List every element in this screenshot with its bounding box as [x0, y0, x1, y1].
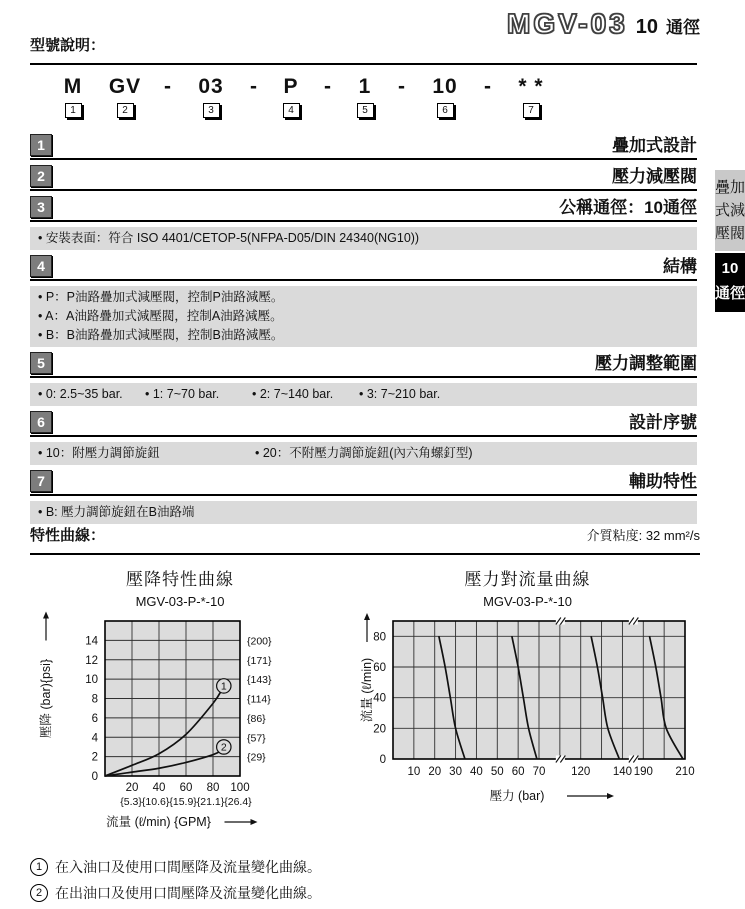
side-tab-category-label: 疊加式減壓閥	[715, 170, 745, 251]
chart-subtitle: MGV-03-P-*-10	[483, 594, 572, 609]
model-code-text: 03	[198, 75, 224, 98]
section-title: 壓力調整範圍	[595, 354, 697, 374]
svg-text:8: 8	[91, 693, 98, 706]
svg-text:{86}: {86}	[247, 712, 266, 725]
section-detail-line: • P：P油路疊加式減壓閥，控制P油路減壓。	[38, 290, 284, 304]
model-section-heading: 型號說明：	[30, 37, 106, 54]
svg-text:6: 6	[91, 712, 98, 725]
section-number-badge: 7	[30, 470, 52, 492]
model-code-text: -	[250, 75, 258, 98]
svg-text:120: 120	[571, 766, 591, 778]
divider	[30, 553, 700, 555]
section-detail-item: • 20：不附壓力調節旋鈕(內六角螺釘型)	[255, 446, 473, 460]
svg-text:{200}: {200}	[247, 635, 272, 648]
svg-text:80: 80	[206, 782, 220, 794]
section-number-badge: 3	[30, 196, 52, 218]
svg-text:14: 14	[85, 635, 98, 648]
section-detail-item: • 3: 7~210 bar.	[359, 387, 441, 401]
svg-text:10: 10	[407, 766, 421, 778]
model-code-index-box: 3	[203, 103, 220, 118]
svg-text:70: 70	[532, 766, 546, 778]
svg-text:{29}: {29}	[247, 751, 266, 764]
model-code-index-box: 5	[357, 103, 374, 118]
pressure-vs-flow-plot	[355, 611, 700, 816]
model-code-part	[314, 75, 342, 99]
sections	[30, 134, 697, 524]
section-number-badge: 1	[30, 134, 52, 156]
model-code-text: -	[164, 75, 172, 98]
section-detail-bar	[30, 383, 697, 406]
section-header	[30, 411, 697, 437]
model-code-text: -	[484, 75, 492, 98]
chart-note	[30, 883, 700, 903]
pressure-drop-plot	[30, 611, 330, 841]
model-code-text: 1	[358, 75, 372, 98]
section-title: 公稱通徑：10通徑	[559, 198, 697, 218]
svg-text:{114}: {114}	[247, 693, 271, 706]
svg-text:30: 30	[449, 766, 462, 778]
section-detail-line: • B: 壓力調節旋鈕在B油路端	[38, 505, 195, 519]
section-number-badge: 5	[30, 352, 52, 374]
svg-text:12: 12	[85, 654, 98, 667]
section-detail-line: • A：A油路疊加式減壓閥，控制A油路減壓。	[38, 309, 283, 323]
pressure-drop-chart	[30, 563, 330, 841]
section-detail-line: • 安裝表面：符合 ISO 4401/CETOP-5(NFPA-D05/DIN 24340(NG10))	[38, 231, 420, 245]
model-code-text: 10	[432, 75, 458, 98]
model-code-row	[30, 75, 697, 118]
model-code-text: -	[324, 75, 332, 98]
section-title: 疊加式設計	[612, 136, 697, 156]
characteristic-curves-section	[30, 524, 700, 909]
model-code-part	[268, 75, 314, 118]
svg-text:0: 0	[91, 771, 98, 783]
model-explanation-section	[30, 34, 697, 529]
svg-text:0: 0	[379, 754, 386, 766]
section-header	[30, 255, 697, 281]
svg-text:1: 1	[220, 680, 227, 693]
svg-text:2: 2	[220, 741, 227, 754]
model-name: MGV-03	[507, 8, 628, 39]
section-header	[30, 134, 697, 160]
section-detail-bar	[30, 501, 697, 524]
chart-note	[30, 857, 700, 877]
svg-text:40: 40	[152, 782, 166, 794]
svg-text:20: 20	[373, 723, 386, 736]
section-number-badge: 2	[30, 165, 52, 187]
section-header	[30, 352, 697, 378]
svg-text:50: 50	[490, 766, 504, 778]
model-code-index-box: 6	[437, 103, 454, 118]
chart-note-text: 在入油口及使用口間壓降及流量變化曲線。	[55, 859, 321, 875]
svg-text:20: 20	[428, 766, 442, 778]
circled-number-icon: 2	[30, 884, 48, 902]
chart-note-text: 在出油口及使用口間壓降及流量變化曲線。	[55, 885, 321, 901]
section-title: 設計序號	[629, 413, 697, 433]
section-header	[30, 196, 697, 222]
section-number-badge: 6	[30, 411, 52, 433]
svg-text:流量 (ℓ/min): 流量 (ℓ/min)	[360, 657, 374, 723]
model-code-part	[388, 75, 416, 99]
svg-text:{143}: {143}	[247, 674, 272, 687]
side-tab	[715, 170, 745, 312]
svg-text:{5.3}{10.6}{15.9}{21.1}{26.4}: {5.3}{10.6}{15.9}{21.1}{26.4}	[120, 796, 252, 808]
svg-text:100: 100	[230, 782, 250, 794]
model-code-part	[240, 75, 268, 99]
model-code-part	[342, 75, 388, 118]
section-detail-line: • B：B油路疊加式減壓閥，控制B油路減壓。	[38, 328, 284, 342]
section-title: 壓力減壓閥	[612, 167, 697, 187]
divider	[30, 63, 697, 65]
model-code-text: P	[283, 75, 299, 98]
pressure-vs-flow-chart	[355, 563, 700, 841]
model-code-text: GV	[108, 75, 142, 98]
section-detail-item: • 10：附壓力調節旋鈕	[38, 446, 160, 460]
section-detail-bar	[30, 442, 697, 465]
svg-text:10: 10	[85, 674, 98, 687]
model-code-part	[50, 75, 96, 118]
svg-text:{171}: {171}	[247, 654, 272, 667]
size-suffix: 通徑	[666, 18, 700, 37]
curves-heading-row	[30, 524, 700, 545]
model-code-part	[154, 75, 182, 99]
charts-row	[30, 563, 700, 841]
chart-title: 壓力對流量曲線	[464, 570, 591, 589]
svg-text:40: 40	[470, 766, 483, 778]
model-code-index-box: 4	[283, 103, 300, 118]
svg-text:流量 (ℓ/min) {GPM}: 流量 (ℓ/min) {GPM}	[106, 815, 211, 829]
svg-text:40: 40	[373, 692, 386, 705]
section-detail-bar	[30, 286, 697, 347]
section-detail-item: • 2: 7~140 bar.	[252, 387, 334, 401]
model-code-text: M	[63, 75, 83, 98]
section-header	[30, 165, 697, 191]
model-code-index-box: 1	[65, 103, 82, 118]
model-code-text: * *	[518, 75, 544, 98]
svg-text:190: 190	[633, 766, 653, 778]
svg-text:210: 210	[675, 766, 695, 778]
section-title: 結構	[663, 257, 697, 277]
model-code-part	[182, 75, 240, 118]
curves-heading: 特性曲線：	[30, 527, 106, 544]
chart-subtitle: MGV-03-P-*-10	[135, 594, 225, 609]
svg-text:80: 80	[373, 631, 386, 644]
chart-title: 壓降特性曲線	[126, 570, 234, 589]
model-code-part	[96, 75, 154, 118]
model-code-index-box: 7	[523, 103, 540, 118]
section-detail-bar	[30, 227, 697, 250]
model-code-part	[502, 75, 560, 118]
circled-number-icon: 1	[30, 858, 48, 876]
model-code-text: -	[398, 75, 406, 98]
section-detail-item: • 1: 7~70 bar.	[145, 387, 220, 401]
svg-text:2: 2	[91, 751, 98, 764]
model-code-index-box: 2	[117, 103, 134, 118]
svg-text:20: 20	[125, 782, 139, 794]
svg-text:壓降 (bar){psi}: 壓降 (bar){psi}	[39, 658, 53, 739]
side-tab-size-label: 10通徑	[715, 253, 745, 312]
svg-text:4: 4	[91, 732, 98, 745]
svg-text:壓力 (bar): 壓力 (bar)	[489, 789, 545, 803]
model-code-part	[416, 75, 474, 118]
section-header	[30, 470, 697, 496]
svg-text:60: 60	[179, 782, 193, 794]
model-code-part	[474, 75, 502, 99]
svg-text:60: 60	[511, 766, 525, 778]
size-number: 10	[635, 16, 658, 38]
chart-notes	[30, 857, 700, 903]
svg-text:60: 60	[373, 662, 386, 674]
section-number-badge: 4	[30, 255, 52, 277]
viscosity-note: 介質粘度: 32 mm²/s	[586, 528, 700, 543]
svg-text:140: 140	[612, 766, 633, 778]
section-detail-item: • 0: 2.5~35 bar.	[38, 387, 123, 401]
section-title: 輔助特性	[629, 472, 697, 492]
svg-text:{57}: {57}	[247, 732, 266, 745]
